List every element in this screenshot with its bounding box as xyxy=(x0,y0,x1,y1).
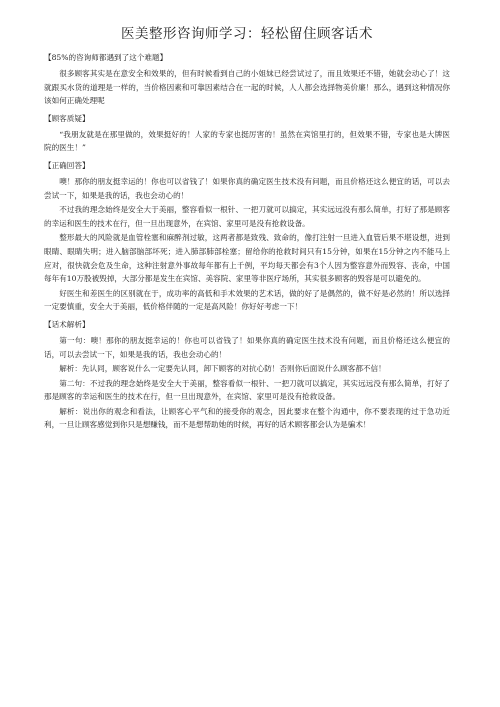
answer-paragraph: 不过我的理念始终是安全大于美丽，整容看似一根针、一把刀就可以搞定，其实远远没有那么简单，打好了那是顾客的幸运和医生的技术在行，但一旦出现意外，在宾馆、家里可是没有抢救设备。 xyxy=(44,205,450,228)
analysis-paragraph: 第一句：噢！那你的朋友挺幸运的！你也可以省钱了！如果你真的确定医生技术没有问题，而且价格还这么便宜的话，可以去尝试一下，如果是我的话，我也会动心的！ xyxy=(44,335,450,359)
analysis-paragraph: 第二句：不过我的理念始终是安全大于美丽，整容看似一根针、一把刀就可以搞定，其实远远没有那么简单，打好了那是顾客的幸运和医生的技术在行，但一旦出现意外，在宾馆、家里可是没有抢救设备。 xyxy=(44,378,450,402)
analysis-paragraph: 解析：先认同，顾客说什么一定要先认同，卸下顾客的对抗心防！否则你后面说什么顾客都不信！ xyxy=(59,364,386,374)
analysis-paragraph: 解析：说出你的观念和看法，让顾客心平气和的接受你的观念，因此要求在整个沟通中，你不要表现的过于急功近利，一旦让顾客感觉到你只是想赚钱，而不是想帮助她的时候，再好的话术顾客都会认为是骗术！ xyxy=(44,406,450,430)
section-heading-correct-answer: 【正确回答】 xyxy=(44,160,90,170)
answer-paragraph: 好医生和差医生的区别就在于，成功率的高低和手术效果的艺术话，做的好了是偶然的，做不好是必然的！所以选择一定要慎重，安全大于美丽，低价格伴随的一定是高风险！你好好考虑一下！ xyxy=(44,288,450,312)
problem-paragraph: 很多顾客其实是在意安全和效果的，但有时候看到自己的小姐妹已经尝试过了，而且效果还不错，她就会动心了！这就跟买水货的道理是一样的，当价格因素和可靠因素结合在一起的时候，人人都会选择物美价廉！那么，遇到这种情况你该如何正确处理呢 xyxy=(44,69,450,106)
customer-quote: “我朋友就是在那里做的，效果挺好的！人家的专家也挺厉害的！虽然在宾馆里打的，但效果不错，专家也是大牌医院的医生！” xyxy=(44,129,450,153)
document-title: 医美整形咨询师学习：轻松留住顾客话术 xyxy=(121,26,373,42)
section-heading-problem: 【85%的咨询师都遇到了这个难题】 xyxy=(44,53,168,62)
answer-paragraph: 整形最大的风险就是血管栓塞和麻醉剂过敏，这两者都是致残、致命的，像打注射一旦进入血管后果不堪设想，进到眼睛、眼睛失明；进入脑部脑部坏死；进入肺部肺部栓塞；留给你的抢救时间只有15分钟，如果在15分钟之内不能马上应对，很快就会危及生命，这种注射意外事故每年都有上千例，平均每天都会有3个人因为整容意外而毁容、丧命，中国每年有10万股被毁掉，大部分都是发生在宾馆、美容院、家里等非医疗场所，其实很多顾客的毁容是可以避免的。 xyxy=(44,233,450,284)
answer-paragraph: 噢！那你的朋友挺幸运的！你也可以省钱了！如果你真的确定医生技术没有问题，而且价格还这么便宜的话，可以去尝试一下，如果是我的话，我也会动心的！ xyxy=(44,176,450,200)
section-heading-analysis: 【话术解析】 xyxy=(44,319,90,329)
section-heading-customer-doubt: 【顾客质疑】 xyxy=(44,113,90,123)
